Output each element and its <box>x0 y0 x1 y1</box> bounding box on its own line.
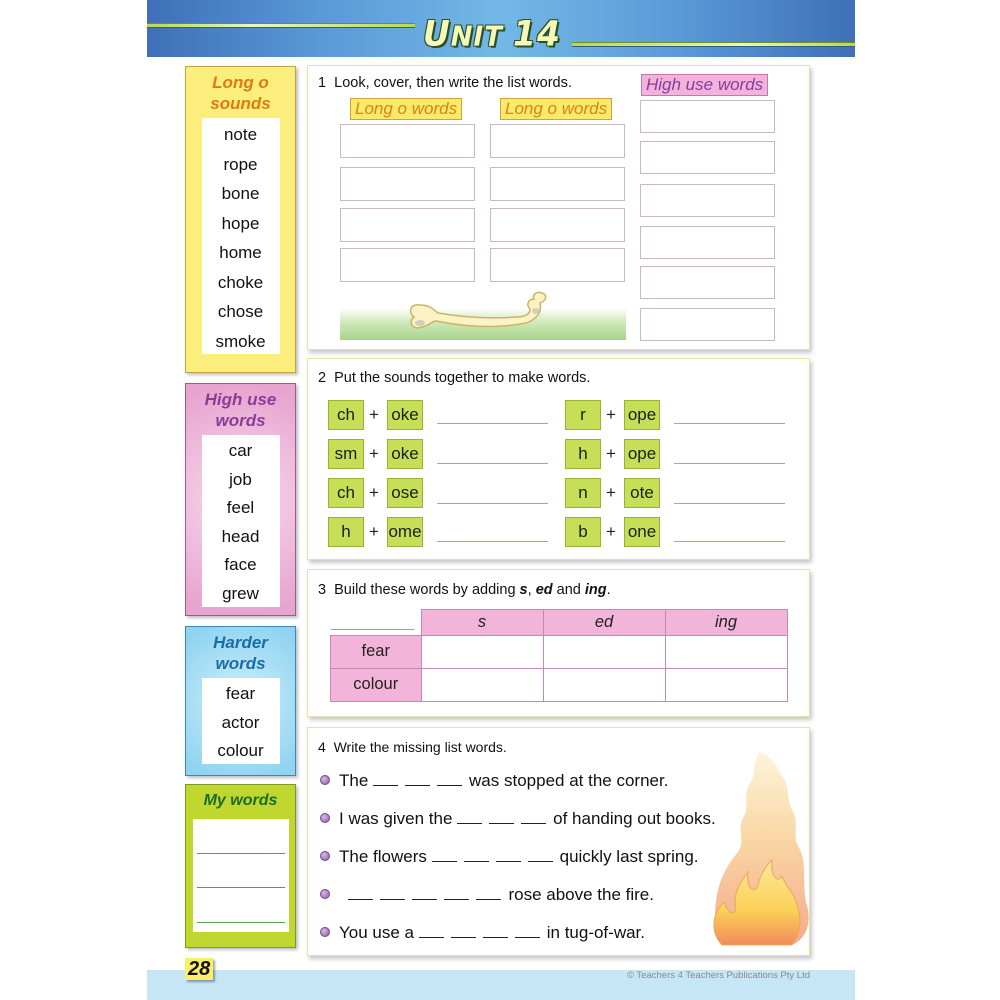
long-o-words-label: Long o words <box>500 98 612 120</box>
suffix-ed: ed <box>535 582 553 598</box>
plus-sign: + <box>606 522 616 541</box>
long-o-sounds-box <box>185 66 296 373</box>
answer-box[interactable] <box>640 266 775 299</box>
onset-chip: h <box>328 517 364 547</box>
answer-cell[interactable] <box>421 668 543 701</box>
title-line: sounds <box>210 94 271 113</box>
list-word: colour <box>217 741 264 760</box>
separator: and <box>552 582 585 598</box>
long-o-words-label: Long o words <box>350 98 462 120</box>
sentence-text: The flowers <box>339 847 427 866</box>
instruction-text: Write the missing list words. <box>333 739 507 755</box>
answer-box[interactable] <box>640 141 775 174</box>
letter-blank[interactable] <box>432 848 457 862</box>
unit-number: 14 <box>513 13 561 54</box>
answer-box[interactable] <box>490 248 625 282</box>
plus-sign: + <box>606 444 616 463</box>
suffix-s: s <box>519 582 528 598</box>
answer-box[interactable] <box>340 167 475 201</box>
unit-title-rest: NIT <box>450 21 514 53</box>
list-word: fear <box>225 684 256 703</box>
instruction-text: Look, cover, then write the list words. <box>334 75 572 91</box>
answer-line[interactable] <box>437 541 548 542</box>
copyright-notice: © Teachers 4 Teachers Publications Pty Ltd <box>626 970 810 981</box>
answer-cell[interactable] <box>543 635 665 668</box>
letter-blank[interactable] <box>437 772 462 786</box>
letter-blank[interactable] <box>412 886 437 900</box>
list-word: car <box>228 441 253 460</box>
separator: , <box>527 582 536 598</box>
answer-line[interactable] <box>437 503 548 504</box>
row-header-fear: fear <box>331 635 422 668</box>
instruction-text: Build these words by adding <box>334 582 520 598</box>
onset-chip: b <box>565 517 601 547</box>
title-line: words <box>215 654 266 673</box>
letter-blank[interactable] <box>521 810 546 824</box>
sentence-4 <box>320 885 654 905</box>
answer-box[interactable] <box>340 124 475 158</box>
writing-line[interactable] <box>197 922 285 923</box>
title-line: High use <box>204 390 277 409</box>
high-use-words-box <box>185 383 296 616</box>
long-o-sounds-title <box>186 67 295 114</box>
answer-box[interactable] <box>490 124 625 158</box>
exercise-3-instruction <box>318 582 611 598</box>
fire-smoke-illustration <box>702 742 810 947</box>
exercise-number: 2 <box>318 370 327 386</box>
exercise-4-missing-words <box>307 727 810 956</box>
answer-line[interactable] <box>674 541 785 542</box>
list-word: rope <box>223 154 258 174</box>
list-word: job <box>229 469 252 489</box>
list-word: chose <box>217 302 264 321</box>
onset-chip: sm <box>328 439 364 469</box>
sentence-text: rose above the fire. <box>508 885 654 904</box>
sentence-text: The <box>339 771 369 790</box>
unit-title-initial: U <box>423 13 451 54</box>
bullet-icon <box>320 813 330 823</box>
letter-blank[interactable] <box>405 772 430 786</box>
sentence-5 <box>320 923 645 943</box>
exercise-1-instruction <box>318 75 572 91</box>
letter-blank[interactable] <box>451 924 476 938</box>
letter-blank[interactable] <box>419 924 444 938</box>
list-word: note <box>223 125 258 144</box>
banner-stripe-right <box>572 42 855 47</box>
high-use-words-label: High use words <box>641 74 768 96</box>
table-row <box>331 635 788 668</box>
rime-chip: oke <box>387 400 423 430</box>
exercise-4-instruction <box>318 739 507 755</box>
exercise-number: 4 <box>318 739 326 755</box>
letter-blank[interactable] <box>348 886 373 900</box>
harder-word-list <box>202 678 280 764</box>
sentence-text: was stopped at the corner. <box>469 771 669 790</box>
high-use-words-title <box>186 384 295 431</box>
page-number: 28 <box>185 958 213 980</box>
writing-line[interactable] <box>197 853 285 854</box>
answer-box[interactable] <box>490 167 625 201</box>
unit-header-banner <box>147 0 855 57</box>
writing-line[interactable] <box>197 887 285 888</box>
harder-words-title <box>186 627 295 674</box>
plus-sign: + <box>606 483 616 502</box>
list-word: feel <box>226 498 255 517</box>
letter-blank[interactable] <box>380 886 405 900</box>
plus-sign: + <box>606 405 616 424</box>
my-words-writing-area[interactable] <box>193 819 289 932</box>
sentence-1 <box>320 771 668 791</box>
rime-chip: ope <box>624 400 660 430</box>
list-word: home <box>219 243 262 262</box>
rime-chip: oke <box>387 439 423 469</box>
title-line: Long o <box>212 73 269 92</box>
high-use-word-list <box>202 435 280 607</box>
answer-cell[interactable] <box>665 668 787 701</box>
rime-chip: ome <box>387 517 423 547</box>
answer-box[interactable] <box>640 100 775 133</box>
answer-box[interactable] <box>640 184 775 217</box>
sentence-3 <box>320 847 699 867</box>
sentence-text: You use a <box>339 923 414 942</box>
table-row <box>331 668 788 701</box>
worksheet-page <box>147 0 855 1000</box>
onset-chip: r <box>565 400 601 430</box>
table-corner <box>331 610 414 630</box>
list-word: bone <box>221 184 260 203</box>
letter-blank[interactable] <box>489 810 514 824</box>
onset-chip: n <box>565 478 601 508</box>
letter-blank[interactable] <box>373 772 398 786</box>
title-line: Harder <box>213 633 268 652</box>
unit-title <box>423 13 561 54</box>
rime-chip: ose <box>387 478 423 508</box>
my-words-title: My words <box>203 792 278 809</box>
suffix-table <box>330 609 788 702</box>
column-header-ed: ed <box>543 610 665 636</box>
instruction-text: Put the sounds together to make words. <box>334 370 591 386</box>
sentence-text: quickly last spring. <box>559 847 699 866</box>
onset-chip: ch <box>328 400 364 430</box>
letter-blank[interactable] <box>457 810 482 824</box>
plus-sign: + <box>369 522 379 541</box>
plus-sign: + <box>369 483 379 502</box>
separator: . <box>606 582 611 598</box>
plus-sign: + <box>369 405 379 424</box>
exercise-1-look-cover-write <box>307 65 810 350</box>
answer-box[interactable] <box>490 208 625 242</box>
answer-cell[interactable] <box>421 635 543 668</box>
answer-box[interactable] <box>640 226 775 259</box>
list-word: smoke <box>215 331 266 351</box>
list-word: actor <box>221 712 260 732</box>
list-word: choke <box>217 272 264 292</box>
table-header-row <box>331 610 788 636</box>
exercise-3-build-words <box>307 569 810 717</box>
bullet-icon <box>320 889 330 899</box>
plus-sign: + <box>369 444 379 463</box>
rime-chip: ote <box>624 478 660 508</box>
answer-line[interactable] <box>674 463 785 464</box>
bullet-icon <box>320 927 330 937</box>
answer-line[interactable] <box>437 463 548 464</box>
row-header-colour: colour <box>331 668 422 701</box>
long-o-word-list <box>202 118 280 354</box>
list-word: face <box>224 555 257 574</box>
exercise-number: 1 <box>318 75 327 91</box>
letter-blank[interactable] <box>464 848 489 862</box>
list-word: head <box>221 526 260 546</box>
sentence-text: I was given the <box>339 809 453 828</box>
list-word: grew <box>222 583 259 603</box>
sentence-2 <box>320 809 716 829</box>
bullet-icon <box>320 851 330 861</box>
letter-blank[interactable] <box>496 848 521 862</box>
column-header-s: s <box>421 610 543 636</box>
suffix-ing: ing <box>584 582 607 598</box>
column-header-ing: ing <box>665 610 787 636</box>
title-line: words <box>215 411 266 430</box>
letter-blank[interactable] <box>528 848 553 862</box>
letter-blank[interactable] <box>476 886 501 900</box>
rime-chip: ope <box>624 439 660 469</box>
answer-box[interactable] <box>340 208 475 242</box>
rime-chip: one <box>624 517 660 547</box>
answer-line[interactable] <box>437 423 548 424</box>
letter-blank[interactable] <box>515 924 540 938</box>
answer-cell[interactable] <box>543 668 665 701</box>
answer-box[interactable] <box>640 308 775 341</box>
onset-chip: ch <box>328 478 364 508</box>
exercise-number: 3 <box>318 582 327 598</box>
onset-chip: h <box>565 439 601 469</box>
answer-line[interactable] <box>674 503 785 504</box>
answer-box[interactable] <box>340 248 475 282</box>
my-words-box <box>185 784 296 948</box>
sentence-text: in tug-of-war. <box>546 923 645 942</box>
banner-stripe-left <box>147 23 415 28</box>
answer-cell[interactable] <box>665 635 787 668</box>
bullet-icon <box>320 775 330 785</box>
letter-blank[interactable] <box>483 924 508 938</box>
exercise-2-sound-blending <box>307 358 810 560</box>
exercise-2-instruction <box>318 370 590 386</box>
harder-words-box <box>185 626 296 776</box>
bone-illustration <box>406 291 556 341</box>
letter-blank[interactable] <box>444 886 469 900</box>
sentence-text: of handing out books. <box>553 809 716 828</box>
list-word: hope <box>221 213 260 233</box>
answer-line[interactable] <box>674 423 785 424</box>
